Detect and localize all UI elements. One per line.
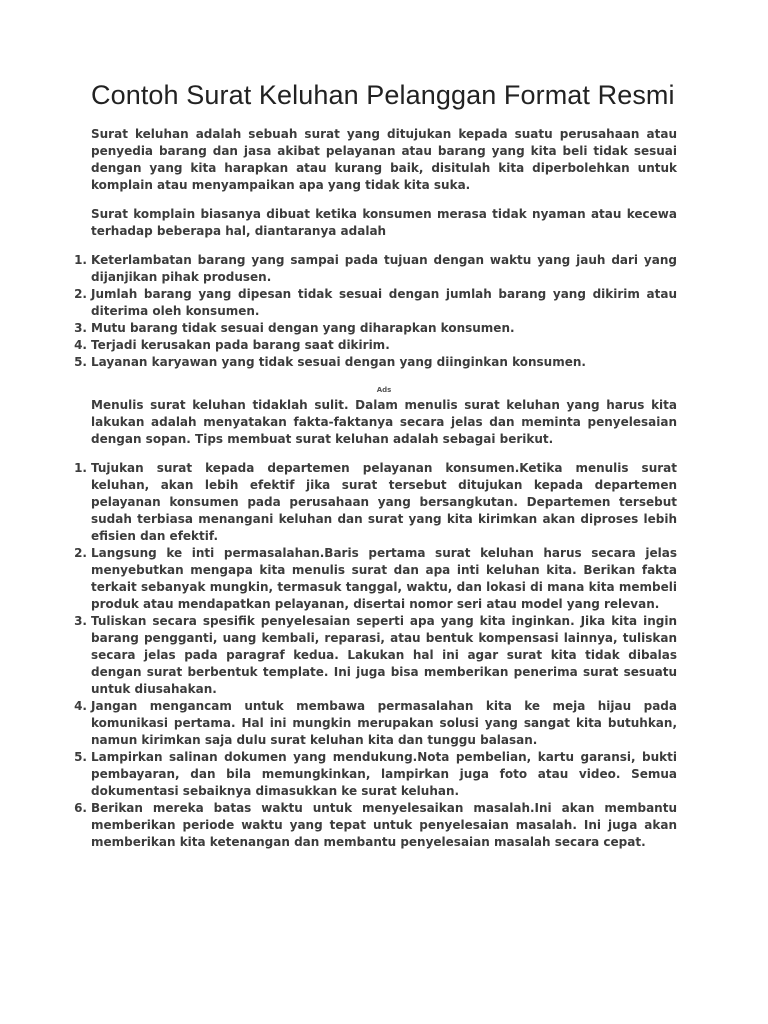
list-item: 2. Jumlah barang yang dipesan tidak sesuai dengan jumlah barang yang dikirim atau diterima oleh konsumen. — [74, 287, 677, 318]
list-item: 4. Terjadi kerusakan pada barang saat dikirim. — [74, 338, 390, 352]
complaint-paragraph: Surat komplain biasanya dibuat ketika konsumen merasa tidak nyaman atau kecewa terhadap beberapa hal, diantaranya adalah — [91, 207, 677, 238]
list-item: 1. Keterlambatan barang yang sampai pada tujuan dengan waktu yang jauh dari yang dijanjikan pihak produsen. — [74, 253, 677, 284]
list-item: 2. Langsung ke inti permasalahan.Baris pertama surat keluhan harus secara jelas menyebutkan mengapa kita menulis surat dan apa inti keluhan kita. Berikan fakta terkait sebanyak mungkin, termasuk tanggal, waktu, dan lokasi di mana kita membeli produk atau mendapatkan pelayanan, disertai nomor seri atau model yang relevan. — [74, 546, 677, 611]
tips-paragraph: Menulis surat keluhan tidaklah sulit. Dalam menulis surat keluhan yang harus kita lakukan adalah menyatakan fakta-faktanya secara jelas dan meminta penyelesaian dengan sopan. Tips membuat surat keluhan adalah sebagai berikut. — [91, 398, 677, 446]
list-item: 5. Layanan karyawan yang tidak sesuai dengan yang diinginkan konsumen. — [74, 355, 586, 369]
list-item: 5. Lampirkan salinan dokumen yang mendukung.Nota pembelian, kartu garansi, bukti pembayaran, dan bila memungkinkan, lampirkan juga foto atau video. Semua dokumentasi sebaiknya dimasukkan ke surat keluhan. — [74, 750, 677, 798]
list-item: 1. Tujukan surat kepada departemen pelayanan konsumen.Ketika menulis surat keluhan, akan lebih efektif jika surat tersebut ditujukan kepada departemen pelayanan konsumen pada perusahaan yang bersangkutan. Departemen tersebut sudah terbiasa menangani keluhan dan surat yang kita kirimkan akan diproses lebih efisien dan efektif. — [74, 461, 677, 543]
document-title: Contoh Surat Keluhan Pelanggan Format Resmi — [91, 80, 675, 110]
list-item: 4. Jangan mengancam untuk membawa permasalahan kita ke meja hijau pada komunikasi pertama. Hal ini mungkin merupakan solusi yang sangat kita butuhkan, namun kirimkan saja dulu surat keluhan kita dan tunggu balasan. — [74, 699, 677, 747]
ads-label: Ads — [376, 386, 392, 394]
tips-list — [74, 460, 677, 851]
list-item: 3. Mutu barang tidak sesuai dengan yang diharapkan konsumen. — [74, 321, 515, 335]
complaint-reasons-list — [74, 252, 677, 371]
document-page — [74, 78, 677, 861]
list-item: 6. Berikan mereka batas waktu untuk menyelesaikan masalah.Ini akan membantu memberikan periode waktu yang tepat untuk penyelesaian masalah. Ini juga akan memberikan kita ketenangan dan membantu penyelesaian masalah secara cepat. — [74, 801, 677, 849]
list-item: 3. Tuliskan secara spesifik penyelesaian seperti apa yang kita inginkan. Jika kita ingin barang pengganti, uang kembali, reparasi, atau bentuk kompensasi lainnya, tuliskan secara jelas pada paragraf kedua. Lakukan hal ini agar surat kita tidak dibalas dengan surat berbentuk template. Ini juga bisa memberikan penerima surat sesuatu untuk diusahakan. — [74, 614, 677, 696]
intro-paragraph: Surat keluhan adalah sebuah surat yang ditujukan kepada suatu perusahaan atau penyedia barang dan jasa akibat pelayanan atau barang yang kita beli tidak sesuai dengan yang kita harapkan atau kurang baik, disitulah kita diperbolehkan untuk komplain atau menyampaikan apa yang tidak kita suka. — [91, 127, 677, 192]
